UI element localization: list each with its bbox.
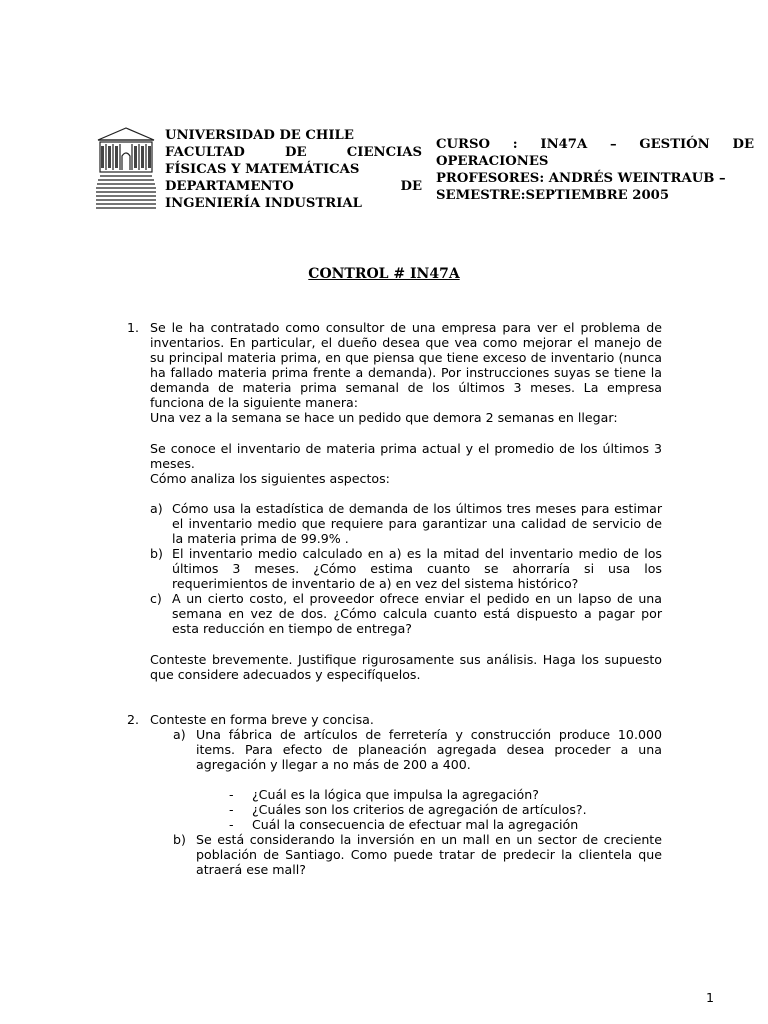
question-2b-label: b) xyxy=(173,832,186,847)
institution-line-faculty-2: FÍSICAS Y MATEMÁTICAS xyxy=(165,162,360,177)
course-line-semester: SEMESTRE:SEPTIEMBRE 2005 xyxy=(436,188,670,203)
question-2a-bullet-1: ¿Cuál es la lógica que impulsa la agregación? xyxy=(252,787,539,802)
institution-block xyxy=(165,127,422,212)
question-1b-label: b) xyxy=(150,546,163,561)
institution-line-department-2: INGENIERÍA INDUSTRIAL xyxy=(165,196,362,211)
course-line-name: CURSO : IN47A – GESTIÓN DE xyxy=(436,137,754,152)
question-1b-text: El inventario medio calculado en a) es la mitad del inventario medio de los últimos 3 meses. ¿Cómo estima cuanto se ahorraría si usa los requerimientos de inventario de a) en vez del sistema histórico? xyxy=(172,546,662,591)
question-2b-text: Se está considerando la inversión en un mall en un sector de creciente población de Santiago. Como puede tratar de predecir la clientela que atraerá ese mall? xyxy=(196,832,662,877)
question-2a-text: Una fábrica de artículos de ferretería y construcción produce 10.000 items. Para efecto de planeación agregada desea proceder a una agregación y llegar a no más de 200 a 400. xyxy=(196,727,662,772)
question-1-intro: Se le ha contratado como consultor de una empresa para ver el problema de inventarios. En particular, el dueño desea que vea como mejorar el manejo de su principal materia prima, en que piensa que tiene exceso de inventario (nunca ha fallado materia prima frente a demanda). Por instrucciones suyas se tiene la demanda de materia prima semanal de los últimos 3 meses. La empresa funciona de la siguiente manera: xyxy=(150,320,662,410)
question-1a-text: Cómo usa la estadística de demanda de los últimos tres meses para estimar el inventario medio que requiere para garantizar una calidad de servicio de la materia prima de 99.9% . xyxy=(172,501,662,546)
institution-line-department: DEPARTAMENTO DE xyxy=(165,179,422,194)
institution-line-university: UNIVERSIDAD DE CHILE xyxy=(165,128,354,143)
question-1-closing: Conteste brevemente. Justifique rigurosamente sus análisis. Haga los supuesto que considere adecuados y especifíquelos. xyxy=(150,652,662,682)
bullet-dash: - xyxy=(229,787,234,802)
course-block xyxy=(436,136,754,204)
document-title: CONTROL # IN47A xyxy=(308,266,460,282)
question-2a-bullet-2: ¿Cuáles son los criterios de agregación de artículos?. xyxy=(252,802,587,817)
university-building-logo xyxy=(96,126,156,210)
page-number: 1 xyxy=(706,990,715,1005)
question-2-number: 2. xyxy=(127,712,140,727)
question-1-order-line: Una vez a la semana se hace un pedido que demora 2 semanas en llegar: xyxy=(150,410,618,425)
institution-line-faculty: FACULTAD DE CIENCIAS xyxy=(165,145,422,160)
course-line-name-2: OPERACIONES xyxy=(436,154,549,169)
question-1-number: 1. xyxy=(127,320,140,335)
course-line-professors: PROFESORES: ANDRÉS WEINTRAUB – xyxy=(436,171,726,186)
question-1c-label: c) xyxy=(150,591,162,606)
question-2a-bullet-3: Cuál la consecuencia de efectuar mal la agregación xyxy=(252,817,579,832)
question-1c-text: A un cierto costo, el proveedor ofrece enviar el pedido en un lapso de una semana en vez de dos. ¿Cómo calcula cuanto está dispuesto a pagar por esta reducción en tiempo de entrega? xyxy=(172,591,662,636)
bullet-dash: - xyxy=(229,802,234,817)
question-2a-label: a) xyxy=(173,727,186,742)
question-1a-label: a) xyxy=(150,501,163,516)
question-1-paragraph-3: Cómo analiza los siguientes aspectos: xyxy=(150,471,390,486)
question-1-paragraph-2: Se conoce el inventario de materia prima actual y el promedio de los últimos 3 meses. xyxy=(150,441,662,471)
question-2-intro: Conteste en forma breve y concisa. xyxy=(150,712,374,727)
bullet-dash: - xyxy=(229,817,234,832)
